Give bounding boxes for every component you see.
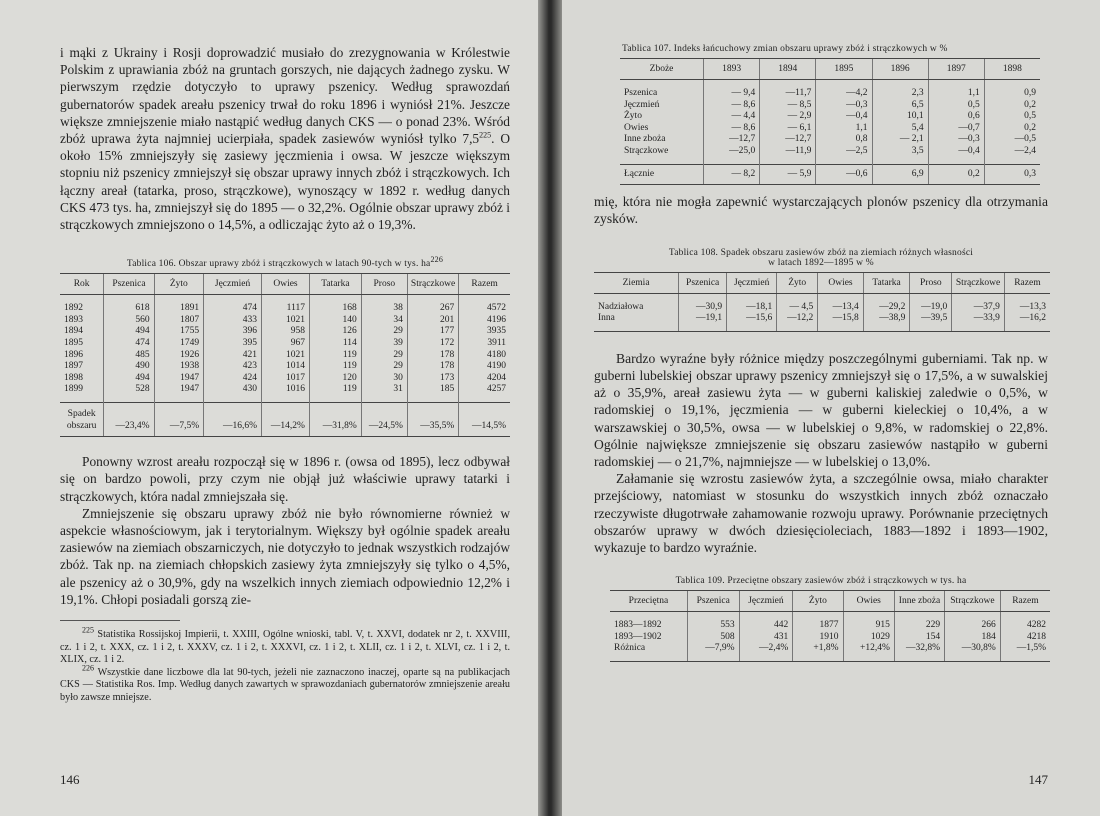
table-cell: —0,3	[928, 134, 984, 146]
table-cell: —14,5%	[459, 402, 510, 436]
table-row	[620, 123, 1040, 135]
row-label-line: obszaru	[66, 420, 97, 431]
table-row	[60, 338, 510, 350]
table-cell: 1017	[262, 373, 310, 385]
table-109	[610, 590, 1050, 662]
table-cell: — 9,4	[704, 80, 760, 100]
table-cell: Inna	[594, 313, 679, 331]
table-header-row	[594, 272, 1050, 293]
table-cell: 140	[309, 315, 361, 327]
table-cell: —2,5	[816, 146, 872, 164]
table-cell: — 2,1	[872, 134, 928, 146]
table-cell: —7,5%	[154, 402, 204, 436]
table-cell: —33,9	[952, 313, 1005, 331]
table-cell: 1021	[262, 315, 310, 327]
column-header: 1894	[760, 59, 816, 80]
table-107-block	[594, 44, 1048, 185]
table-107	[620, 58, 1040, 185]
table-cell: 0,2	[984, 123, 1040, 135]
table-cell: —14,2%	[262, 402, 310, 436]
table-cell: 1891	[154, 295, 204, 315]
table-cell: —25,0	[704, 146, 760, 164]
footnote-mark: 226	[82, 663, 94, 673]
table-cell: 1117	[262, 295, 310, 315]
right-page	[562, 0, 1100, 816]
column-header: Jęczmień	[204, 274, 262, 295]
table-cell: 0,2	[984, 100, 1040, 112]
table-cell: 178	[407, 350, 458, 362]
table-cell: —32,8%	[894, 643, 944, 661]
table-body	[620, 80, 1040, 185]
table-cell: —0,5	[984, 134, 1040, 146]
table-header-row	[620, 59, 1040, 80]
table-cell: Łącznie	[620, 164, 704, 185]
table-cell: 1895	[64, 338, 83, 349]
table-cell: —23,4%	[104, 402, 154, 436]
table-cell: —19,1	[679, 313, 727, 331]
table-cell: 120	[309, 373, 361, 385]
column-header: Razem	[459, 274, 510, 295]
table-cell: —18,1	[727, 293, 777, 313]
column-header: Jęczmień	[739, 591, 793, 612]
table-cell: 396	[204, 326, 262, 338]
table-cell: 442	[739, 612, 793, 632]
column-header: Przeciętna	[610, 591, 687, 612]
table-cell: 1893—1902	[614, 631, 662, 642]
intro-text: i mąki z Ukrainy i Rosji doprowadzić musiało do zrezygnowania w Królestwie Polskim z uprawiania zbóż na gruntach gorszych, nie dających żadnego zysku. W pierwszym rzędzie dotyczyło to uprawy pszenicy. Według sprawozdań gubernatorów spadek areału pszenicy trwał do roku 1896 i wyniósł 21%. Jeszcze większe zmniejszenie miało nastąpić według danych CKS — o ponad 23%. Wśród zbóż uprawa żyta najmniej ucierpiała, spadek zasiewów wyniósł tylko 7,5	[60, 45, 510, 147]
paragraph-right-2: Bardzo wyraźne były różnice między poszczególnymi guberniami. Tak np. w guberni lubelskiej obszar uprawy pszenicy zmniejszył się o 17,5%, a w suwalskiej aż o 35,9%, areał zasiewu żyta — w guberni kaliskiej zaledwie o 0,5%, w radomskiej o 19,1%, jęczmienia — w guberni kieleckiej o 10,4%, a w warszawskiej o 30,5%, owsa — w lubelskiej o 9,8%, w radomskiej o 22,8%. Ogólnie największe zmniejszenie się obszaru zasiewów nastąpiło w guberni radomskiej — o 21,7%, najmniejsze — w lubelskiej o 13,0%.	[594, 350, 1048, 469]
table-row	[610, 632, 1050, 644]
caption-text: Tablica 106. Obszar uprawy zbóż i strączkowych w latach 90-tych w tys. ha	[126, 259, 431, 270]
table-row	[60, 315, 510, 327]
footnote-ref: 226	[430, 255, 444, 265]
table-cell: 29	[361, 350, 407, 362]
table-cell: 177	[407, 326, 458, 338]
table-cell: 5,4	[872, 123, 928, 135]
table-cell: — 4,4	[704, 111, 760, 123]
column-header: Tatarka	[863, 272, 910, 293]
table-row	[60, 326, 510, 338]
table-cell: 1926	[154, 350, 204, 362]
table-cell: —0,4	[928, 146, 984, 164]
table-cell: 6,9	[872, 164, 928, 185]
table-cell: 474	[204, 295, 262, 315]
table-cell: 119	[309, 361, 361, 373]
table-cell: 1899	[64, 384, 83, 395]
table-cell: 423	[204, 361, 262, 373]
column-header: Owies	[818, 272, 864, 293]
table-cell: 34	[361, 315, 407, 327]
table-cell: 1947	[154, 373, 204, 385]
table-cell: 1898	[64, 372, 83, 383]
table-cell: 433	[204, 315, 262, 327]
table-cell: —31,8%	[309, 402, 361, 436]
table-cell: 1894	[64, 326, 83, 337]
table-cell: 119	[309, 350, 361, 362]
table-cell: 4282	[1000, 612, 1050, 632]
table-cell: —12,7	[760, 134, 816, 146]
table-cell: 528	[104, 384, 154, 402]
table-body	[60, 295, 510, 437]
row-label	[60, 402, 104, 436]
table-cell: 421	[204, 350, 262, 362]
table-cell: 31	[361, 384, 407, 402]
column-header: Proso	[361, 274, 407, 295]
table-cell: 38	[361, 295, 407, 315]
table-cell: — 2,9	[760, 111, 816, 123]
table-cell: —0,3	[816, 100, 872, 112]
table-cell: 915	[843, 612, 894, 632]
column-header: Żyto	[154, 274, 204, 295]
table-cell: 430	[204, 384, 262, 402]
column-header: Strączkowe	[945, 591, 1001, 612]
table-cell: — 8,2	[704, 164, 760, 185]
table-row	[60, 361, 510, 373]
table-cell: —24,5%	[361, 402, 407, 436]
table-cell: 1755	[154, 326, 204, 338]
table-cell: 4257	[459, 384, 510, 402]
table-cell: +12,4%	[843, 643, 894, 661]
paragraph-2: Ponowny wzrost areału rozpoczął się w 1896 r. (owsa od 1895), lecz odbywał się on bardzo powoli, przy czym nie objął już właściwie uprawy tatarki i strączkowych, która nadal zmniejszała się.	[60, 454, 510, 504]
table-cell: 3,5	[872, 146, 928, 164]
table-cell: +1,8%	[793, 643, 843, 661]
table-cell: 114	[309, 338, 361, 350]
table-cell: 485	[104, 350, 154, 362]
table-row	[610, 643, 1050, 661]
table-108-caption-line-2: w latach 1892—1895 w %	[768, 257, 874, 268]
table-cell: 154	[894, 632, 944, 644]
table-cell: 4218	[1000, 632, 1050, 644]
column-header: Żyto	[793, 591, 843, 612]
table-cell: 1896	[64, 349, 83, 360]
table-cell: —37,9	[952, 293, 1005, 313]
intro-paragraph	[60, 44, 510, 233]
row-label-line: Spadek	[67, 408, 96, 419]
table-row-total	[620, 164, 1040, 185]
footnote-ref: 225	[479, 130, 492, 140]
table-row	[620, 111, 1040, 123]
table-cell: 1892	[64, 303, 83, 314]
table-cell: Różnica	[610, 643, 687, 661]
column-header: 1893	[704, 59, 760, 80]
table-cell: 3935	[459, 326, 510, 338]
table-cell: 958	[262, 326, 310, 338]
footnote-mark: 225	[82, 625, 94, 635]
column-header: 1896	[872, 59, 928, 80]
table-cell: 1910	[793, 632, 843, 644]
column-header: 1895	[816, 59, 872, 80]
table-109-block	[594, 576, 1048, 662]
column-header: Tatarka	[309, 274, 361, 295]
table-cell: Owies	[624, 122, 649, 133]
table-cell: —13,3	[1004, 293, 1050, 313]
book-gutter	[538, 0, 562, 816]
table-cell: 29	[361, 326, 407, 338]
table-header-row	[60, 274, 510, 295]
table-cell: 4204	[459, 373, 510, 385]
table-row	[60, 350, 510, 362]
table-cell: 1029	[843, 632, 894, 644]
table-cell: 0,5	[984, 111, 1040, 123]
table-cell: 967	[262, 338, 310, 350]
column-header: Strączkowe	[407, 274, 458, 295]
table-cell: 1938	[154, 361, 204, 373]
table-cell: 4180	[459, 350, 510, 362]
table-cell: 1897	[64, 361, 83, 372]
table-cell: 1,1	[928, 80, 984, 100]
paragraph-right-3: Załamanie się wzrostu zasiewów żyta, a szczególnie owsa, miało charakter przejściowy, natomiast w stosunku do wszystkich innych zbóż oznaczało rzeczywiste długotrwałe zahamowanie rozwoju uprawy. Porównanie przeciętnych obszarów uprawy w dwóch dziesięcioleciach, 1883—1892 i 1893—1902, wykazuje to bardzo wyraźnie.	[594, 471, 1048, 555]
table-cell: 4190	[459, 361, 510, 373]
table-cell: 30	[361, 373, 407, 385]
table-cell: —13,4	[818, 293, 864, 313]
table-cell: 266	[945, 612, 1001, 632]
table-cell: 2,3	[872, 80, 928, 100]
table-cell: —2,4%	[739, 643, 793, 661]
table-cell: 1807	[154, 315, 204, 327]
page-number-right: 147	[1028, 772, 1048, 787]
table-cell: —11,9	[760, 146, 816, 164]
table-cell: 0,9	[984, 80, 1040, 100]
table-cell: 178	[407, 361, 458, 373]
column-header: Razem	[1004, 272, 1050, 293]
table-cell: 1016	[262, 384, 310, 402]
table-cell: —39,5	[910, 313, 952, 331]
table-cell: 1014	[262, 361, 310, 373]
footnote-225	[60, 625, 510, 667]
table-cell: 6,5	[872, 100, 928, 112]
table-107-caption: Tablica 107. Indeks łańcuchowy zmian obszaru uprawy zbóż i strączkowych w %	[622, 44, 948, 54]
paragraph-right-1: mię, która nie mogła zapewnić wystarczających plonów pszenicy dla otrzymania zysków.	[594, 194, 1048, 227]
table-row	[620, 80, 1040, 100]
table-cell: Nadziałowa	[598, 301, 644, 312]
table-header-row	[610, 591, 1050, 612]
table-cell: 553	[687, 612, 739, 632]
table-cell: 1021	[262, 350, 310, 362]
table-row	[60, 384, 510, 402]
table-109-caption: Tablica 109. Przeciętne obszary zasiewów zbóż i strączkowych w tys. ha	[675, 576, 967, 587]
table-cell: 3911	[459, 338, 510, 350]
table-cell: 201	[407, 315, 458, 327]
column-header: Jęczmień	[727, 272, 777, 293]
table-108-caption-line-1: Tablica 108. Spadek obszaru zasiewów zbóż na ziemiach różnych własności	[668, 247, 974, 258]
table-cell: — 8,6	[704, 100, 760, 112]
column-header: Pszenica	[104, 274, 154, 295]
table-106	[60, 273, 510, 437]
table-cell: —30,9	[679, 293, 727, 313]
table-cell: 267	[407, 295, 458, 315]
table-106-caption	[60, 255, 510, 270]
column-header: Inne zboża	[894, 591, 944, 612]
table-cell: 184	[945, 632, 1001, 644]
column-header: 1897	[928, 59, 984, 80]
table-cell: —0,6	[816, 164, 872, 185]
table-cell: — 5,9	[760, 164, 816, 185]
footnote-text: Statistika Rossijskoj Impierii, t. XXIII, Ogólne wnioski, tabl. V, t. XXVI, dodatek nr 2, t. XXVIII, cz. 1 i 2, t. XXX, cz. 1 i 2, t. XXXV, cz. 1 i 2, t. XXXVI, cz. 1 i 2, t. XLII, cz. 1 i 2, t. XLVI, cz. 1 i 2, t. XLIX, cz. 1 i 2.	[60, 629, 510, 666]
table-cell: 474	[104, 338, 154, 350]
column-header: Ziemia	[594, 272, 679, 293]
column-header: Rok	[60, 274, 104, 295]
table-cell: 0,3	[984, 164, 1040, 185]
table-cell: —11,7	[760, 80, 816, 100]
column-header: 1898	[984, 59, 1040, 80]
table-cell: Pszenica	[624, 88, 658, 98]
table-cell: —2,4	[984, 146, 1040, 164]
table-cell: 126	[309, 326, 361, 338]
table-row	[620, 100, 1040, 112]
footnotes	[60, 625, 510, 705]
table-cell: 1883—1892	[614, 620, 662, 631]
table-cell: —16,6%	[204, 402, 262, 436]
table-cell: Żyto	[624, 111, 642, 122]
footnote-226	[60, 663, 510, 705]
table-cell: 431	[739, 632, 793, 644]
table-row-drop	[60, 402, 510, 436]
column-header: Proso	[910, 272, 952, 293]
table-cell: 0,6	[928, 111, 984, 123]
column-header: Pszenica	[687, 591, 739, 612]
table-cell: 185	[407, 384, 458, 402]
table-row	[620, 134, 1040, 146]
table-cell: —38,9	[863, 313, 910, 331]
table-cell: 618	[104, 295, 154, 315]
table-cell: — 8,6	[704, 123, 760, 135]
table-cell: 1,1	[816, 123, 872, 135]
table-cell: —30,8%	[945, 643, 1001, 661]
table-cell: —16,2	[1004, 313, 1050, 331]
table-cell: —19,0	[910, 293, 952, 313]
table-108	[594, 272, 1050, 332]
table-cell: 490	[104, 361, 154, 373]
table-cell: Strączkowe	[624, 145, 669, 156]
column-header: Żyto	[777, 272, 818, 293]
table-cell: Inne zboża	[624, 134, 666, 145]
table-cell: —12,7	[704, 134, 760, 146]
table-cell: 172	[407, 338, 458, 350]
table-cell: 1877	[793, 612, 843, 632]
table-cell: —1,5%	[1000, 643, 1050, 661]
column-header: Owies	[262, 274, 310, 295]
table-cell: 4196	[459, 315, 510, 327]
table-cell: 4572	[459, 295, 510, 315]
table-cell: —0,4	[816, 111, 872, 123]
table-cell: 560	[104, 315, 154, 327]
table-cell: — 4,5	[777, 293, 818, 313]
table-cell: 494	[104, 373, 154, 385]
table-cell: 168	[309, 295, 361, 315]
table-cell: —15,6	[727, 313, 777, 331]
table-cell: 173	[407, 373, 458, 385]
table-cell: —12,2	[777, 313, 818, 331]
table-body	[594, 293, 1050, 331]
table-cell: Jęczmień	[624, 99, 660, 110]
table-row	[620, 146, 1040, 164]
table-cell: —35,5%	[407, 402, 458, 436]
table-body	[610, 612, 1050, 662]
table-cell: 119	[309, 384, 361, 402]
table-row	[60, 373, 510, 385]
column-header: Zboże	[620, 59, 704, 80]
table-106-block	[60, 255, 510, 437]
table-cell: 229	[894, 612, 944, 632]
table-cell: —29,2	[863, 293, 910, 313]
table-cell: 0,8	[816, 134, 872, 146]
table-row	[610, 612, 1050, 632]
table-cell: 39	[361, 338, 407, 350]
column-header: Owies	[843, 591, 894, 612]
table-cell: —0,7	[928, 123, 984, 135]
table-cell: 0,2	[928, 164, 984, 185]
table-cell: 494	[104, 326, 154, 338]
table-cell: 1749	[154, 338, 204, 350]
table-row	[594, 293, 1050, 313]
column-header: Pszenica	[679, 272, 727, 293]
footnote-rule	[60, 620, 180, 621]
table-cell: — 8,5	[760, 100, 816, 112]
table-cell: —15,8	[818, 313, 864, 331]
table-cell: — 6,1	[760, 123, 816, 135]
table-cell: 29	[361, 361, 407, 373]
table-row	[60, 295, 510, 315]
intro-text-tail: . O około 15% zmniejszyły się zasiewy jęczmienia i owsa. W jeszcze większym stopniu niż pszenicy zmniejszył się obszar uprawy innych zbóż i strączkowych. Ich łączny areał (tatarka, proso, strączkowe), wynoszący w 1892 r. według danych CKS 473 tys. ha, zmniejszył się do 1895 — o 32,2%. Ogólnie obszar uprawy zbóż i strączkowych zmniejszono o 14,5%, a odliczając żyto aż o 19,3%.	[60, 131, 510, 233]
paragraph-3: Zmniejszenie się obszaru uprawy zbóż nie było równomierne również w aspekcie własnościowym, jak i terytorialnym. Większy był ogólnie spadek areału zasiewów na ziemiach obszarniczych, nie dotyczyło to jednak wszystkich rodzajów zbóż. Tak np. na ziemiach chłopskich zasiewy żyta zmniejszyły się tylko o 4,5%, ale pszenicy aż o 30,9%, gdy na wszelkich innych ziemiach odpowiednio 12,2% i 19,1%. Chłopi posiadali gorszą zie-	[60, 505, 510, 607]
table-cell: 1947	[154, 384, 204, 402]
page-number-left: 146	[60, 772, 80, 787]
table-cell: —7,9%	[687, 643, 739, 661]
table-row	[594, 313, 1050, 331]
table-108-block	[594, 248, 1048, 332]
table-cell: 10,1	[872, 111, 928, 123]
table-cell: 508	[687, 632, 739, 644]
table-cell: 424	[204, 373, 262, 385]
column-header: Strączkowe	[952, 272, 1005, 293]
column-header: Razem	[1000, 591, 1050, 612]
left-page	[0, 0, 538, 816]
table-cell: 0,5	[928, 100, 984, 112]
table-cell: —4,2	[816, 80, 872, 100]
footnote-text: Wszystkie dane liczbowe dla lat 90-tych, jeżeli nie zaznaczono inaczej, oparte są na publikacjach CKS — Statistika Ros. Imp. Według danych zawartych w sprawozdaniach gubernatorów zmniejszenie areału było zawsze mniejsze.	[60, 666, 510, 703]
table-cell: 395	[204, 338, 262, 350]
table-cell: 1893	[64, 314, 83, 325]
